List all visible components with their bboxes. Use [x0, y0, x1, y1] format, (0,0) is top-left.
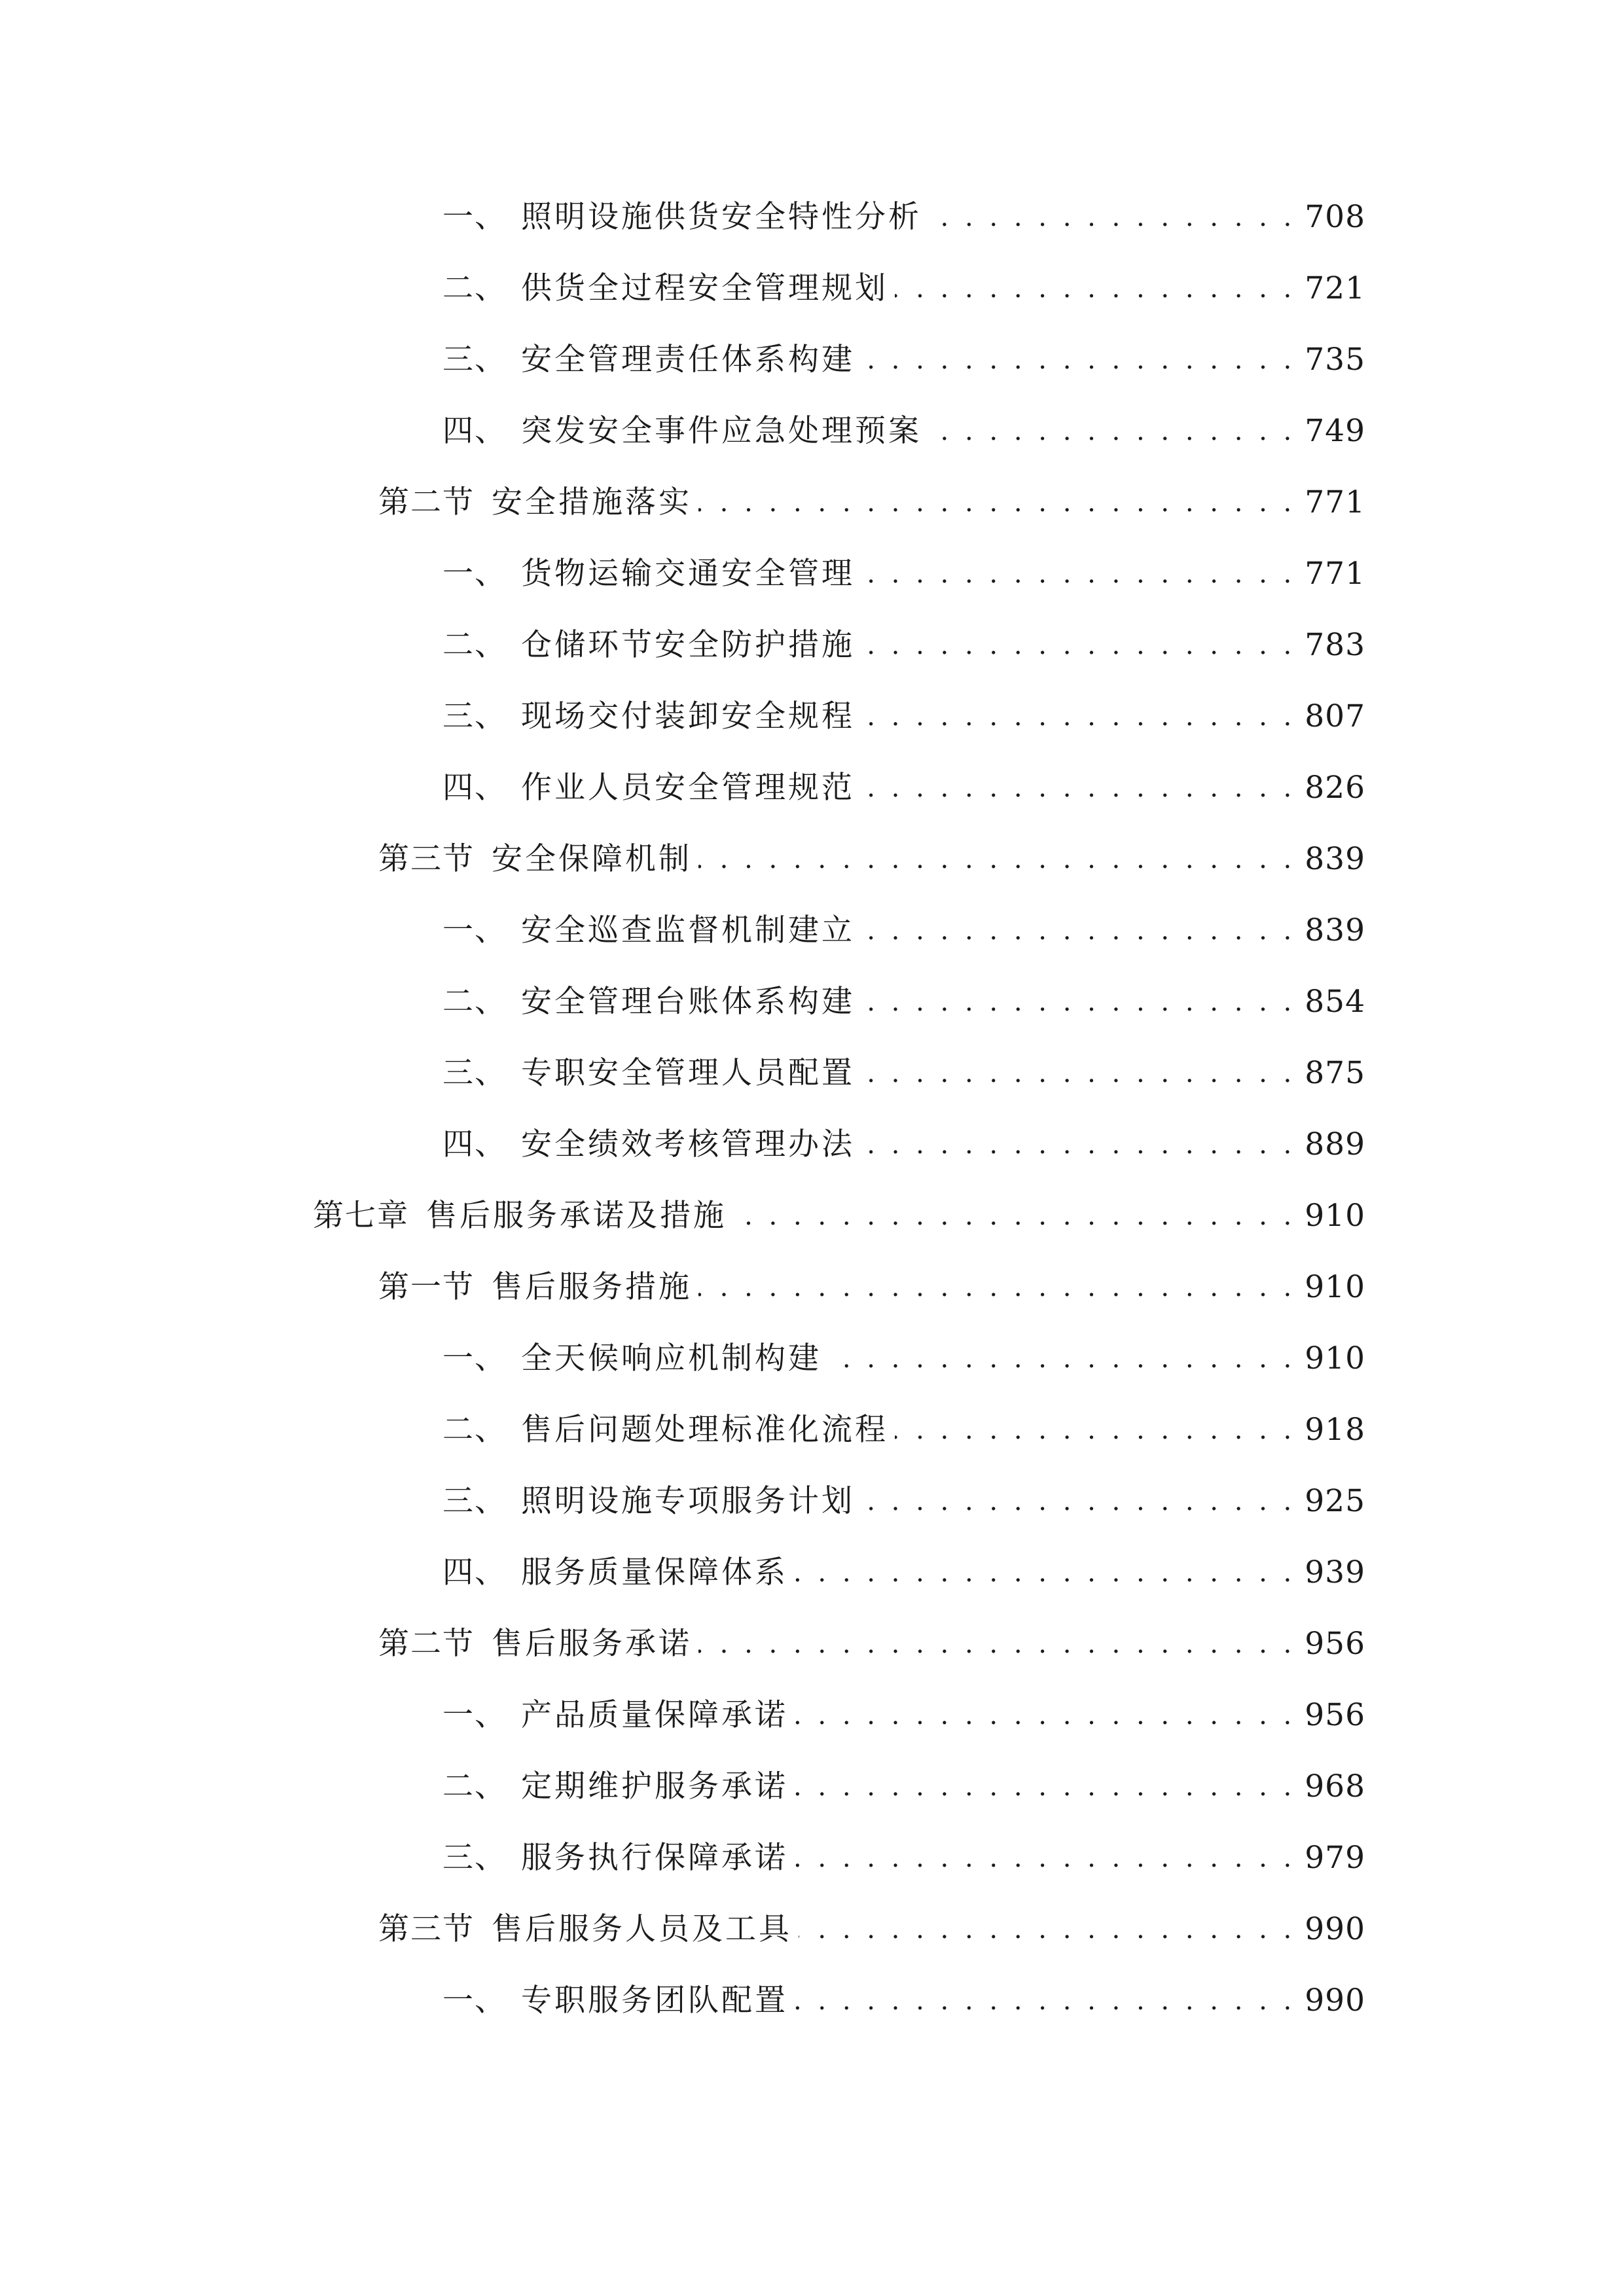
toc-entry-number: 一、	[442, 1340, 507, 1376]
dot-leader	[861, 548, 1295, 600]
toc-entry-title: 照明设施专项服务计划	[521, 1483, 855, 1519]
toc-entry-page: 979	[1305, 1840, 1365, 1876]
dot-leader	[733, 1190, 1295, 1242]
toc-entry[interactable]	[442, 334, 1365, 386]
toc-entry-title: 照明设施供货安全特性分析	[521, 199, 922, 235]
dot-leader	[828, 1333, 1295, 1385]
toc-entry[interactable]	[442, 1119, 1365, 1171]
toc-entry[interactable]	[442, 1404, 1365, 1456]
dot-leader	[698, 476, 1295, 529]
toc-entry-number: 二、	[442, 270, 507, 306]
toc-entry[interactable]	[442, 905, 1365, 957]
toc-entry-number: 三、	[442, 1840, 507, 1876]
toc-entry-page: 889	[1305, 1126, 1365, 1162]
dot-leader	[795, 1761, 1295, 1813]
toc-entry[interactable]	[442, 548, 1365, 600]
toc-entry-title: 售后服务承诺及措施	[426, 1198, 727, 1234]
toc-entry-page: 990	[1305, 1982, 1365, 2018]
dot-leader	[799, 1903, 1295, 1956]
toc-entry-number: 第二节	[378, 1626, 475, 1662]
toc-entry-page: 939	[1305, 1554, 1365, 1590]
dot-leader	[698, 1261, 1295, 1314]
toc-entry-page: 807	[1305, 698, 1365, 734]
toc-entry-title: 安全管理责任体系构建	[521, 342, 855, 378]
toc-entry-number: 一、	[442, 556, 507, 592]
toc-entry-page: 771	[1305, 484, 1365, 520]
toc-section-entry[interactable]	[378, 1903, 1365, 1956]
dot-leader	[861, 905, 1295, 957]
toc-entry[interactable]	[442, 1975, 1365, 2027]
dot-leader	[795, 1832, 1295, 1884]
toc-entry-title: 服务质量保障体系	[521, 1554, 788, 1590]
toc-entry-number: 第二节	[378, 484, 475, 520]
toc-entry-title: 安全管理台账体系构建	[521, 984, 855, 1020]
toc-entry-number: 二、	[442, 984, 507, 1020]
toc-entry[interactable]	[442, 1333, 1365, 1385]
toc-entry-number: 四、	[442, 770, 507, 806]
toc-entry-number: 三、	[442, 342, 507, 378]
toc-entry-page: 956	[1305, 1626, 1365, 1662]
toc-entry-title: 售后问题处理标准化流程	[521, 1412, 888, 1448]
toc-entry-title: 作业人员安全管理规范	[521, 770, 855, 806]
toc-entry-number: 四、	[442, 1126, 507, 1162]
dot-leader	[795, 1975, 1295, 2027]
toc-entry-number: 四、	[442, 1554, 507, 1590]
toc-entry-page: 721	[1305, 270, 1365, 306]
toc-entry-page: 708	[1305, 199, 1365, 235]
toc-entry-number: 三、	[442, 698, 507, 734]
toc-entry-page: 910	[1305, 1198, 1365, 1234]
toc-entry-number: 二、	[442, 627, 507, 663]
toc-entry[interactable]	[442, 1547, 1365, 1599]
toc-entry-title: 定期维护服务承诺	[521, 1768, 788, 1804]
toc-entry-number: 一、	[442, 199, 507, 235]
toc-entry[interactable]	[442, 191, 1365, 243]
dot-leader	[698, 833, 1295, 886]
toc-entry[interactable]	[442, 405, 1365, 457]
toc-entry-page: 910	[1305, 1340, 1365, 1376]
toc-entry-title: 仓储环节安全防护措施	[521, 627, 855, 663]
dot-leader	[861, 1475, 1295, 1528]
toc-entry-page: 749	[1305, 413, 1365, 449]
toc-entry-page: 783	[1305, 627, 1365, 663]
toc-entry-page: 826	[1305, 770, 1365, 806]
toc-section-entry[interactable]	[378, 833, 1365, 886]
toc-entry[interactable]	[442, 619, 1365, 672]
toc-entry-number: 第七章	[313, 1198, 409, 1234]
toc-entry-number: 四、	[442, 413, 507, 449]
toc-entry-title: 售后服务承诺	[492, 1626, 692, 1662]
toc-entry-page: 925	[1305, 1483, 1365, 1519]
toc-entry[interactable]	[442, 691, 1365, 743]
toc-entry-title: 货物运输交通安全管理	[521, 556, 855, 592]
toc-entry-title: 专职安全管理人员配置	[521, 1055, 855, 1091]
toc-section-entry[interactable]	[378, 1261, 1365, 1314]
toc-entry[interactable]	[442, 976, 1365, 1028]
toc-entry[interactable]	[442, 262, 1365, 315]
toc-entry-page: 854	[1305, 984, 1365, 1020]
dot-leader	[928, 191, 1295, 243]
toc-entry-page: 956	[1305, 1697, 1365, 1733]
toc-chapter-entry[interactable]	[313, 1190, 1365, 1242]
toc-entry-title: 服务执行保障承诺	[521, 1840, 788, 1876]
toc-entry[interactable]	[442, 1689, 1365, 1742]
dot-leader	[698, 1618, 1295, 1670]
toc-entry-page: 875	[1305, 1055, 1365, 1091]
dot-leader	[895, 1404, 1295, 1456]
toc-entry-page: 990	[1305, 1911, 1365, 1947]
toc-entry-title: 安全巡查监督机制建立	[521, 912, 855, 948]
toc-entry-number: 二、	[442, 1768, 507, 1804]
dot-leader	[861, 1119, 1295, 1171]
toc-entry-title: 全天候响应机制构建	[521, 1340, 821, 1376]
toc-entry-page: 771	[1305, 556, 1365, 592]
toc-entry-title: 售后服务措施	[492, 1269, 692, 1305]
toc-entry-page: 839	[1305, 841, 1365, 877]
toc-entry-title: 安全保障机制	[492, 841, 692, 877]
toc-entry-page: 735	[1305, 342, 1365, 378]
toc-entry-number: 一、	[442, 1697, 507, 1733]
dot-leader	[795, 1547, 1295, 1599]
toc-entry-title: 现场交付装卸安全规程	[521, 698, 855, 734]
toc-entry-number: 二、	[442, 1412, 507, 1448]
toc-entry[interactable]	[442, 762, 1365, 814]
toc-entry[interactable]	[442, 1475, 1365, 1528]
toc-entry-page: 910	[1305, 1269, 1365, 1305]
toc-section-entry[interactable]	[378, 1618, 1365, 1670]
toc-entry-page: 918	[1305, 1412, 1365, 1448]
dot-leader	[861, 762, 1295, 814]
toc-entry-number: 第一节	[378, 1269, 475, 1305]
toc-entry-number: 一、	[442, 912, 507, 948]
dot-leader	[895, 262, 1295, 315]
toc-section-entry[interactable]	[378, 476, 1365, 529]
toc-entry-number: 第三节	[378, 1911, 475, 1947]
toc-entry-title: 安全绩效考核管理办法	[521, 1126, 855, 1162]
toc-entry-number: 三、	[442, 1055, 507, 1091]
toc-entry-number: 三、	[442, 1483, 507, 1519]
toc-entry[interactable]	[442, 1047, 1365, 1100]
toc-entry-title: 供货全过程安全管理规划	[521, 270, 888, 306]
toc-entry-title: 突发安全事件应急处理预案	[521, 413, 922, 449]
dot-leader	[861, 976, 1295, 1028]
toc-entry-number: 第三节	[378, 841, 475, 877]
dot-leader	[795, 1689, 1295, 1742]
dot-leader	[861, 1047, 1295, 1100]
toc-entry-title: 产品质量保障承诺	[521, 1697, 788, 1733]
toc-entry-number: 一、	[442, 1982, 507, 2018]
toc-entry-title: 专职服务团队配置	[521, 1982, 788, 2018]
toc-entry[interactable]	[442, 1832, 1365, 1884]
toc-entry-title: 安全措施落实	[492, 484, 692, 520]
dot-leader	[861, 334, 1295, 386]
dot-leader	[928, 405, 1295, 457]
dot-leader	[861, 691, 1295, 743]
toc-entry[interactable]	[442, 1761, 1365, 1813]
toc-entry-page: 968	[1305, 1768, 1365, 1804]
toc-entry-title: 售后服务人员及工具	[492, 1911, 792, 1947]
dot-leader	[861, 619, 1295, 672]
toc-entry-page: 839	[1305, 912, 1365, 948]
